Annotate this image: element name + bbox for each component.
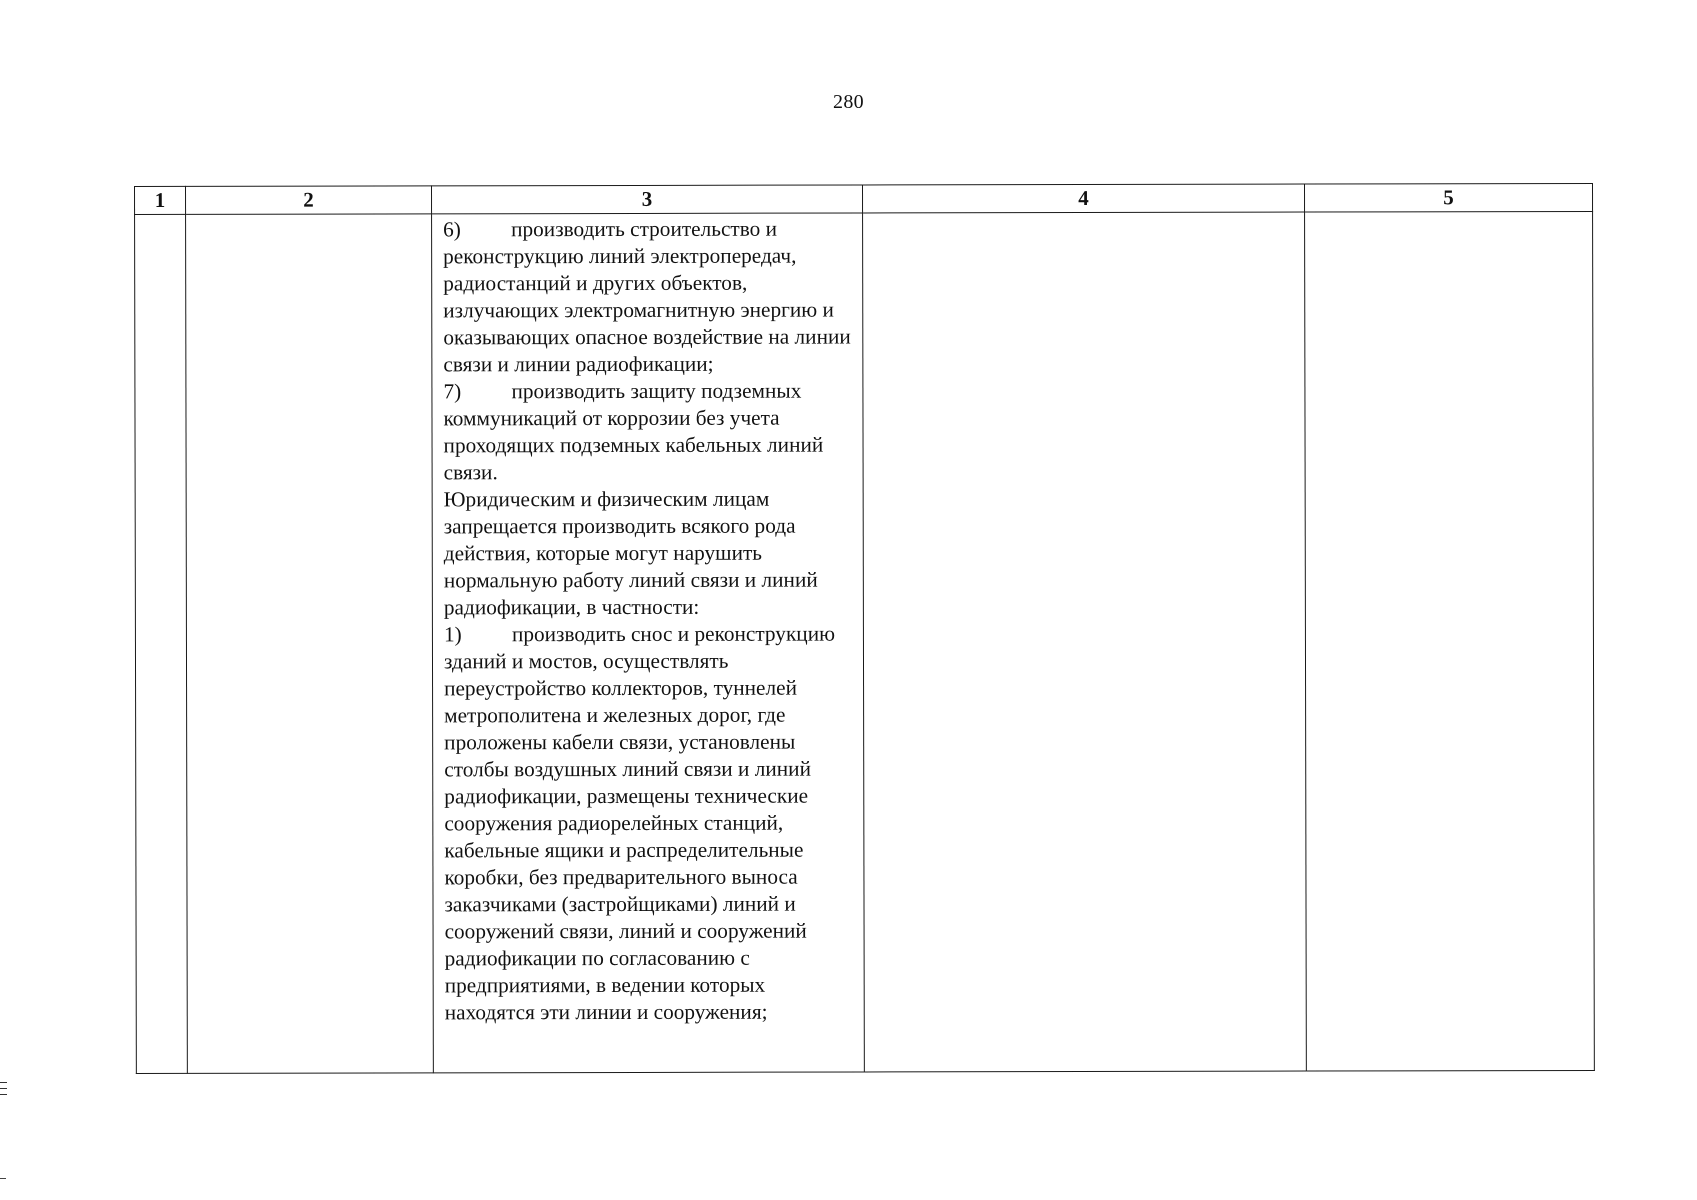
- list-item-7-number: 7): [443, 379, 462, 404]
- cell-col1: [135, 214, 188, 1073]
- scan-mark: [0, 1088, 7, 1089]
- column-header-2: 2: [186, 186, 432, 215]
- page-number: 280: [833, 91, 864, 113]
- cell-col3-text: [432, 213, 864, 1026]
- column-header-1: 1: [135, 186, 186, 214]
- list-item-7-text: производить защиту подземных коммуникаций от коррозии без учета проходящих подземных кабельных линий связи.: [443, 378, 824, 485]
- column-header-3: 3: [432, 185, 863, 214]
- cell-col2: [186, 214, 434, 1074]
- scan-mark: [0, 1094, 7, 1095]
- cell-col4: [863, 212, 1307, 1072]
- scan-mark: [0, 1082, 7, 1083]
- document-table: [134, 183, 1595, 1074]
- list-item-1-text: производить снос и реконструкцию зданий и мостов, осуществлять переустройство коллекторов, туннелей метрополитена и железных дорог, где проложены кабели связи, установлены столбы воздушных линий связи и линий радиофикации, размещены технические сооружения радиорелейных станций, кабельные ящики и распределительные коробки, без предварительного выноса заказчиками (застройщиками) линий и сооружений связи, линий и сооружений радиофикации по согласованию с предприятиями, в ведении которых находятся эти линии и сооружения;: [443, 621, 836, 1025]
- list-item-6-text: производить строительство и реконструкцию линий электропередач, радиостанций и других объектов, излучающих электромагнитную энергию и оказывающих опасное воздействие на линии связи и линии радиофикации;: [443, 216, 851, 377]
- list-item-6: [443, 215, 852, 378]
- list-item-1-number: 1): [443, 622, 462, 647]
- prohibition-paragraph: Юридическим и физическим лицам запрещается производить всякого рода действия, которые могут нарушить нормальную работу линий связи и линий радиофикации, в частности:: [443, 486, 818, 620]
- cell-col3: [432, 213, 865, 1073]
- cell-col5: [1305, 211, 1595, 1071]
- list-item-7: [443, 377, 852, 486]
- column-header-4: 4: [862, 184, 1304, 213]
- list-item-6-number: 6): [443, 217, 461, 242]
- scan-mark: [0, 1178, 6, 1179]
- list-item-1: [444, 620, 854, 1026]
- column-header-5: 5: [1304, 183, 1592, 212]
- table-header-row: [135, 183, 1593, 214]
- scan-edge-marks: [0, 1082, 7, 1100]
- table-row: [135, 211, 1595, 1073]
